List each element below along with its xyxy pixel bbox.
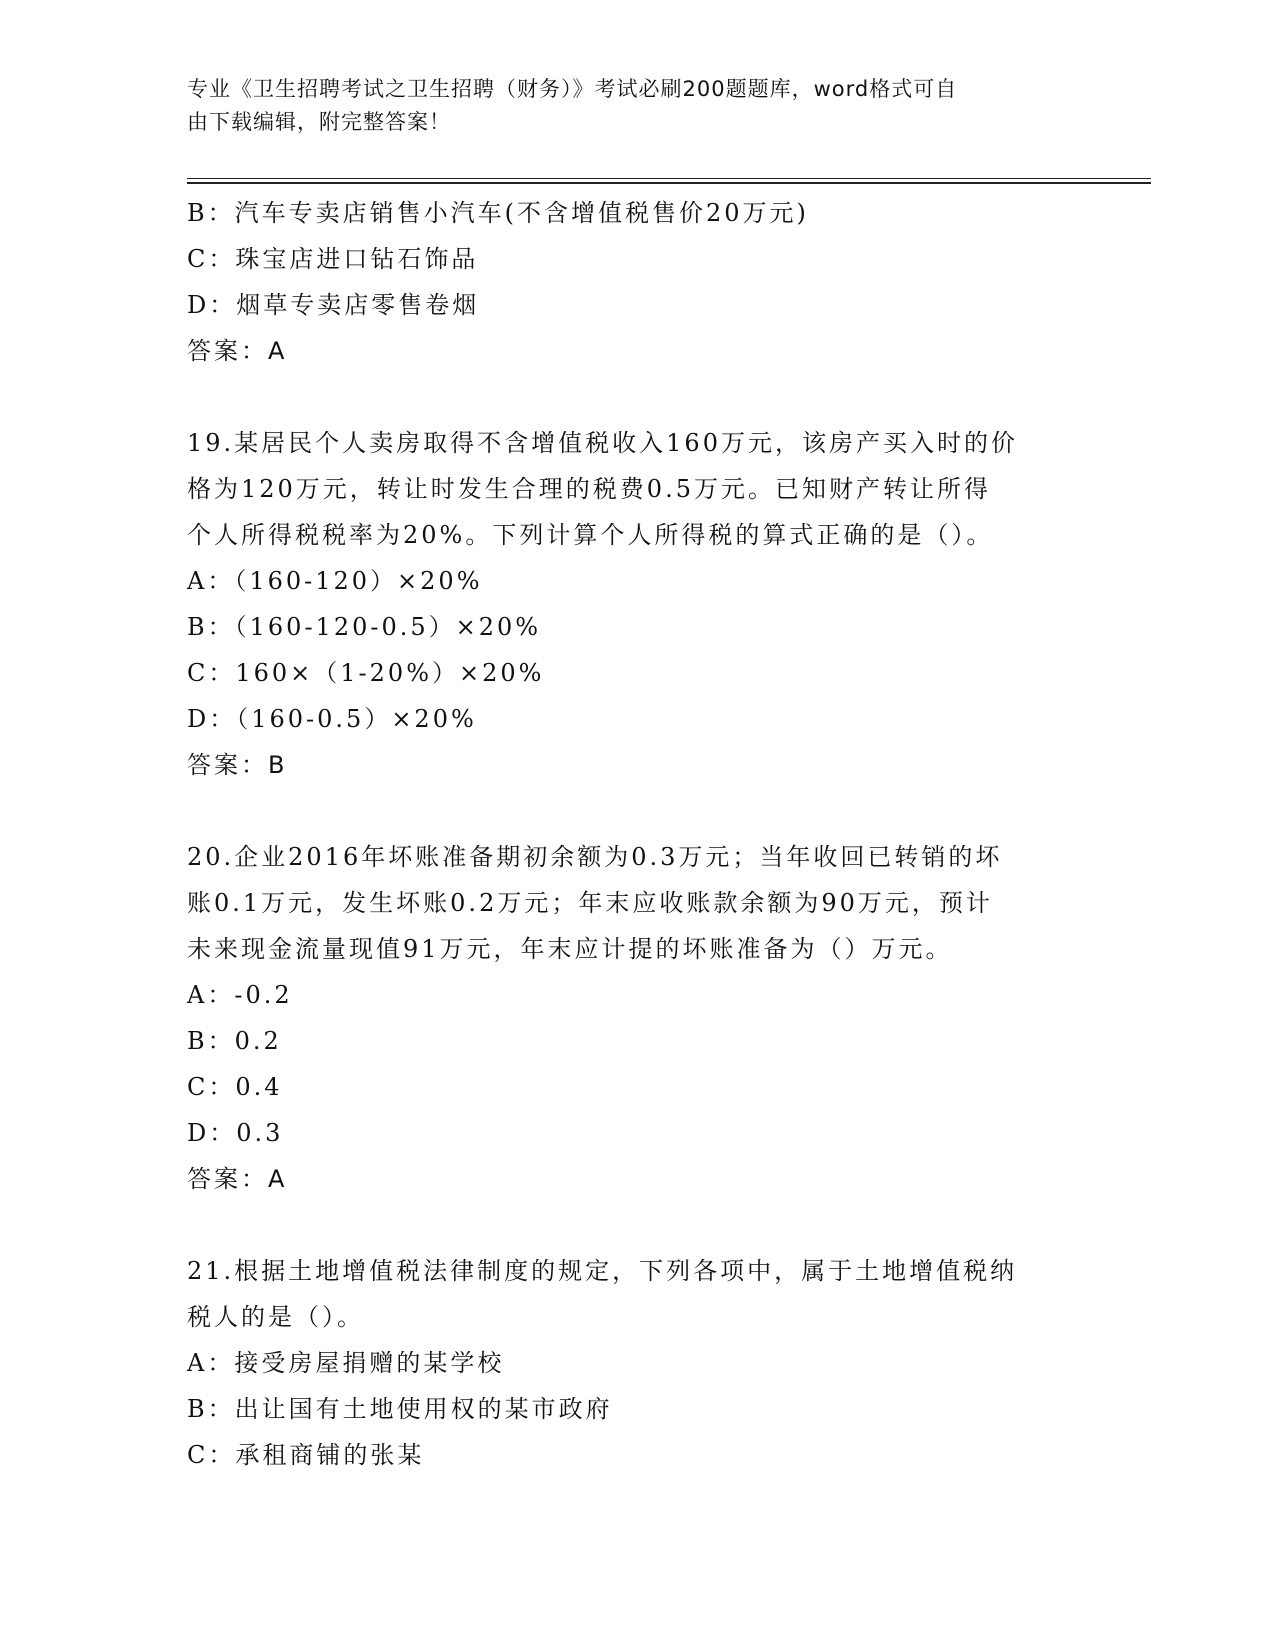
option-c: C：珠宝店进口钻石饰品 bbox=[187, 245, 479, 273]
header-divider-thick bbox=[187, 182, 1151, 184]
question-19 bbox=[187, 420, 1087, 788]
header-line-2: 由下载编辑，附完整答案！ bbox=[187, 110, 451, 134]
option-c: C：160×（1-20%）×20% bbox=[187, 659, 545, 687]
option-b: B：0.2 bbox=[187, 1027, 282, 1055]
option-b: B：汽车专卖店销售小汽车(不含增值税售价20万元) bbox=[187, 199, 809, 227]
question-list bbox=[187, 190, 1087, 1478]
option-b: B：出让国有土地使用权的某市政府 bbox=[187, 1395, 613, 1423]
option-a: A：-0.2 bbox=[187, 981, 293, 1009]
question-stem: 税人的是（）。 bbox=[187, 1303, 364, 1331]
option-c: C：0.4 bbox=[187, 1073, 283, 1101]
document-header bbox=[187, 73, 1067, 139]
question-18 bbox=[187, 190, 1087, 374]
question-stem: 未来现金流量现值91万元，年末应计提的坏账准备为（）万元。 bbox=[187, 935, 953, 963]
question-stem: 格为120万元，转让时发生合理的税费0.5万元。已知财产转让所得 bbox=[187, 475, 991, 503]
question-stem: 账0.1万元，发生坏账0.2万元；年末应收账款余额为90万元，预计 bbox=[187, 889, 993, 917]
answer-label: 答案：A bbox=[187, 337, 288, 365]
question-stem: 20.企业2016年坏账准备期初余额为0.3万元；当年收回已转销的坏 bbox=[187, 843, 1003, 871]
option-d: D：烟草专卖店零售卷烟 bbox=[187, 291, 480, 319]
question-stem: 21.根据土地增值税法律制度的规定，下列各项中，属于土地增值税纳 bbox=[187, 1257, 1018, 1285]
option-d: D：0.3 bbox=[187, 1119, 284, 1147]
spacer bbox=[187, 374, 1087, 420]
spacer bbox=[187, 1202, 1087, 1248]
question-20 bbox=[187, 834, 1087, 1202]
question-stem: 个人所得税税率为20%。下列计算个人所得税的算式正确的是（）。 bbox=[187, 521, 994, 549]
option-c: C：承租商铺的张某 bbox=[187, 1441, 425, 1469]
option-a: A：接受房屋捐赠的某学校 bbox=[187, 1349, 505, 1377]
option-a: A：（160-120）×20% bbox=[187, 567, 483, 595]
answer-label: 答案：B bbox=[187, 751, 288, 779]
question-stem: 19.某居民个人卖房取得不含增值税收入160万元，该房产买入时的价 bbox=[187, 429, 1018, 457]
option-b: B：（160-120-0.5）×20% bbox=[187, 613, 542, 641]
header-line-1: 专业《卫生招聘考试之卫生招聘（财务）》考试必刷200题题库，word格式可自 bbox=[187, 77, 958, 101]
spacer bbox=[187, 788, 1087, 834]
option-d: D：（160-0.5）×20% bbox=[187, 705, 477, 733]
question-21 bbox=[187, 1248, 1087, 1478]
answer-label: 答案：A bbox=[187, 1165, 288, 1193]
header-divider-thin bbox=[187, 178, 1151, 179]
